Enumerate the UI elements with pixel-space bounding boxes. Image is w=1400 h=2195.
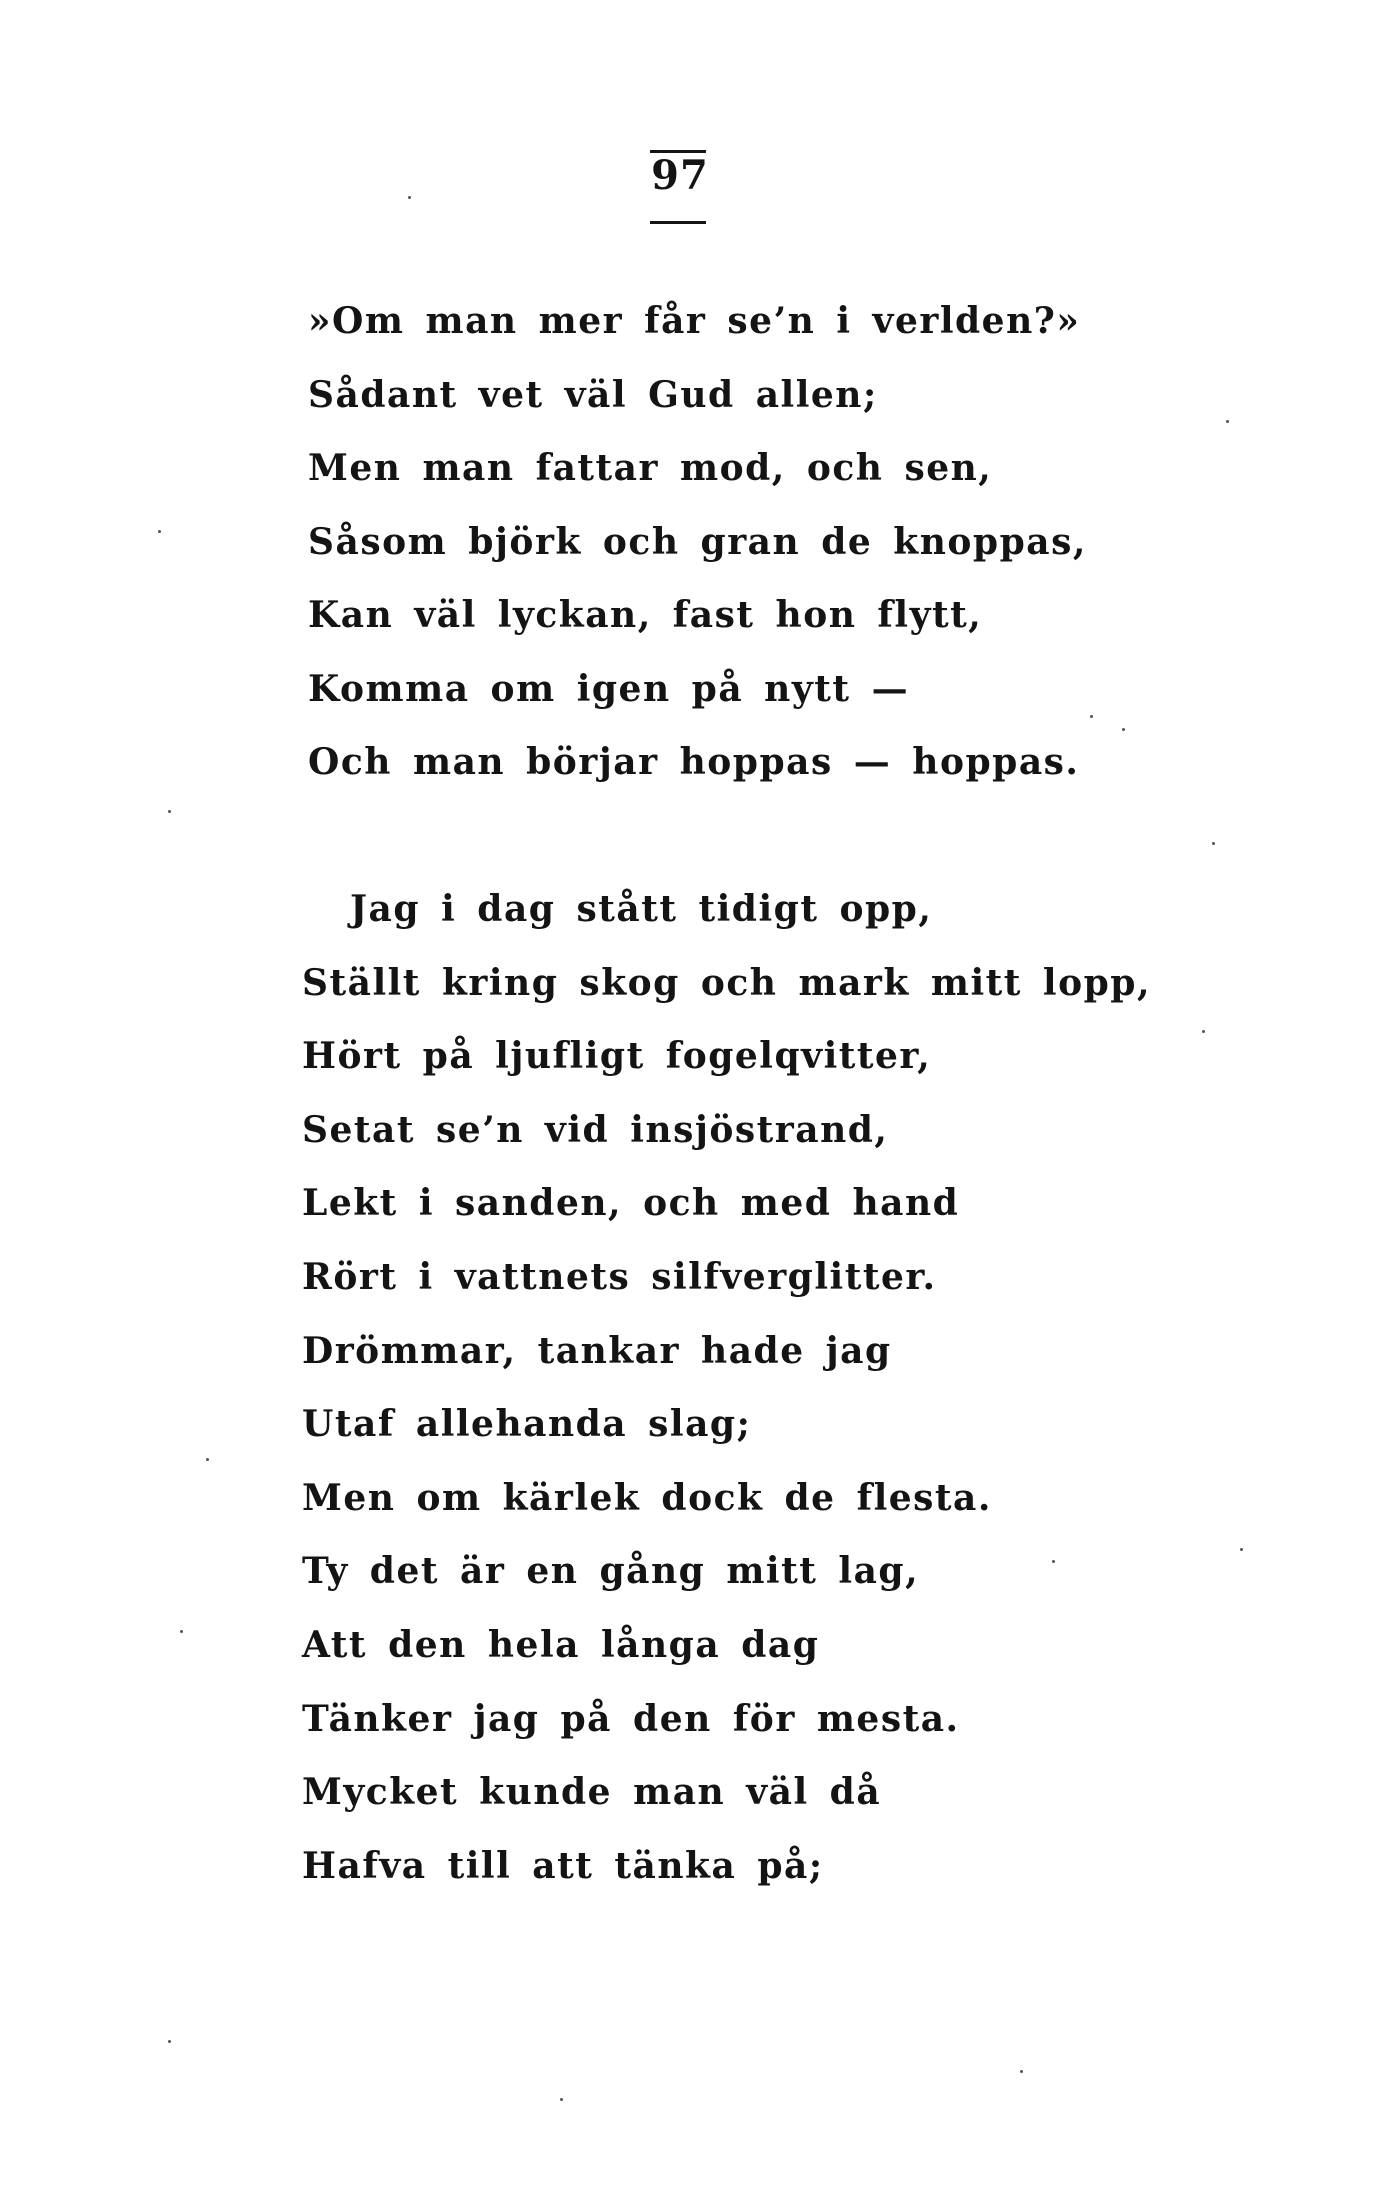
verse-line: Setat se’n vid insjöstrand,: [302, 1108, 889, 1151]
print-speck: [1212, 842, 1215, 845]
print-speck: [158, 530, 161, 533]
page-number: 97: [651, 152, 709, 199]
print-speck: [168, 2040, 171, 2043]
print-speck: [1090, 715, 1093, 718]
print-speck: [1202, 1030, 1205, 1033]
stanza-1: [308, 285, 1087, 800]
print-speck: [408, 196, 411, 199]
verse-line: Hafva till att tänka på;: [302, 1844, 824, 1887]
print-speck: [1020, 2070, 1023, 2073]
verse-line: Men om kärlek dock de flesta.: [302, 1476, 992, 1519]
verse-line: Drömmar, tankar hade jag: [302, 1329, 892, 1372]
print-speck: [206, 1458, 209, 1461]
verse-line: »Om man mer får se’n i verlden?»: [308, 300, 1081, 342]
verse-line: Kan väl lyckan, fast hon flytt,: [308, 594, 983, 636]
verse-line: Ställt kring skog och mark mitt lopp,: [302, 961, 1151, 1004]
print-speck: [1122, 728, 1125, 731]
print-speck: [1052, 1560, 1055, 1563]
print-speck: [1240, 1548, 1243, 1551]
verse-line: Och man börjar hoppas — hoppas.: [308, 741, 1080, 783]
page-number-rule-bottom: [650, 221, 706, 224]
verse-line: Såsom björk och gran de knoppas,: [308, 520, 1087, 563]
verse-line: Komma om igen på nytt —: [308, 667, 910, 710]
verse-line: Sådant vet väl Gud allen;: [308, 373, 878, 416]
print-speck: [168, 810, 171, 813]
verse-line: Tänker jag på den för mesta.: [302, 1697, 960, 1740]
verse-line: Rört i vattnets silfverglitter.: [302, 1255, 937, 1298]
verse-line: Jag i dag stått tidigt opp,: [350, 888, 933, 930]
stanza-2: [302, 873, 1151, 1903]
print-speck: [1226, 420, 1229, 423]
verse-line: Att den hela långa dag: [302, 1623, 820, 1666]
verse-line: Utaf allehanda slag;: [302, 1403, 752, 1446]
verse-line: Lekt i sanden, och med hand: [302, 1182, 960, 1225]
verse-line: Hört på ljufligt fogelqvitter,: [302, 1035, 932, 1078]
print-speck: [560, 2098, 563, 2101]
print-speck: [180, 1630, 183, 1633]
verse-line: Men man fattar mod, och sen,: [308, 447, 993, 489]
verse-line: Mycket kunde man väl då: [302, 1771, 882, 1814]
verse-line: Ty det är en gång mitt lag,: [302, 1550, 920, 1593]
